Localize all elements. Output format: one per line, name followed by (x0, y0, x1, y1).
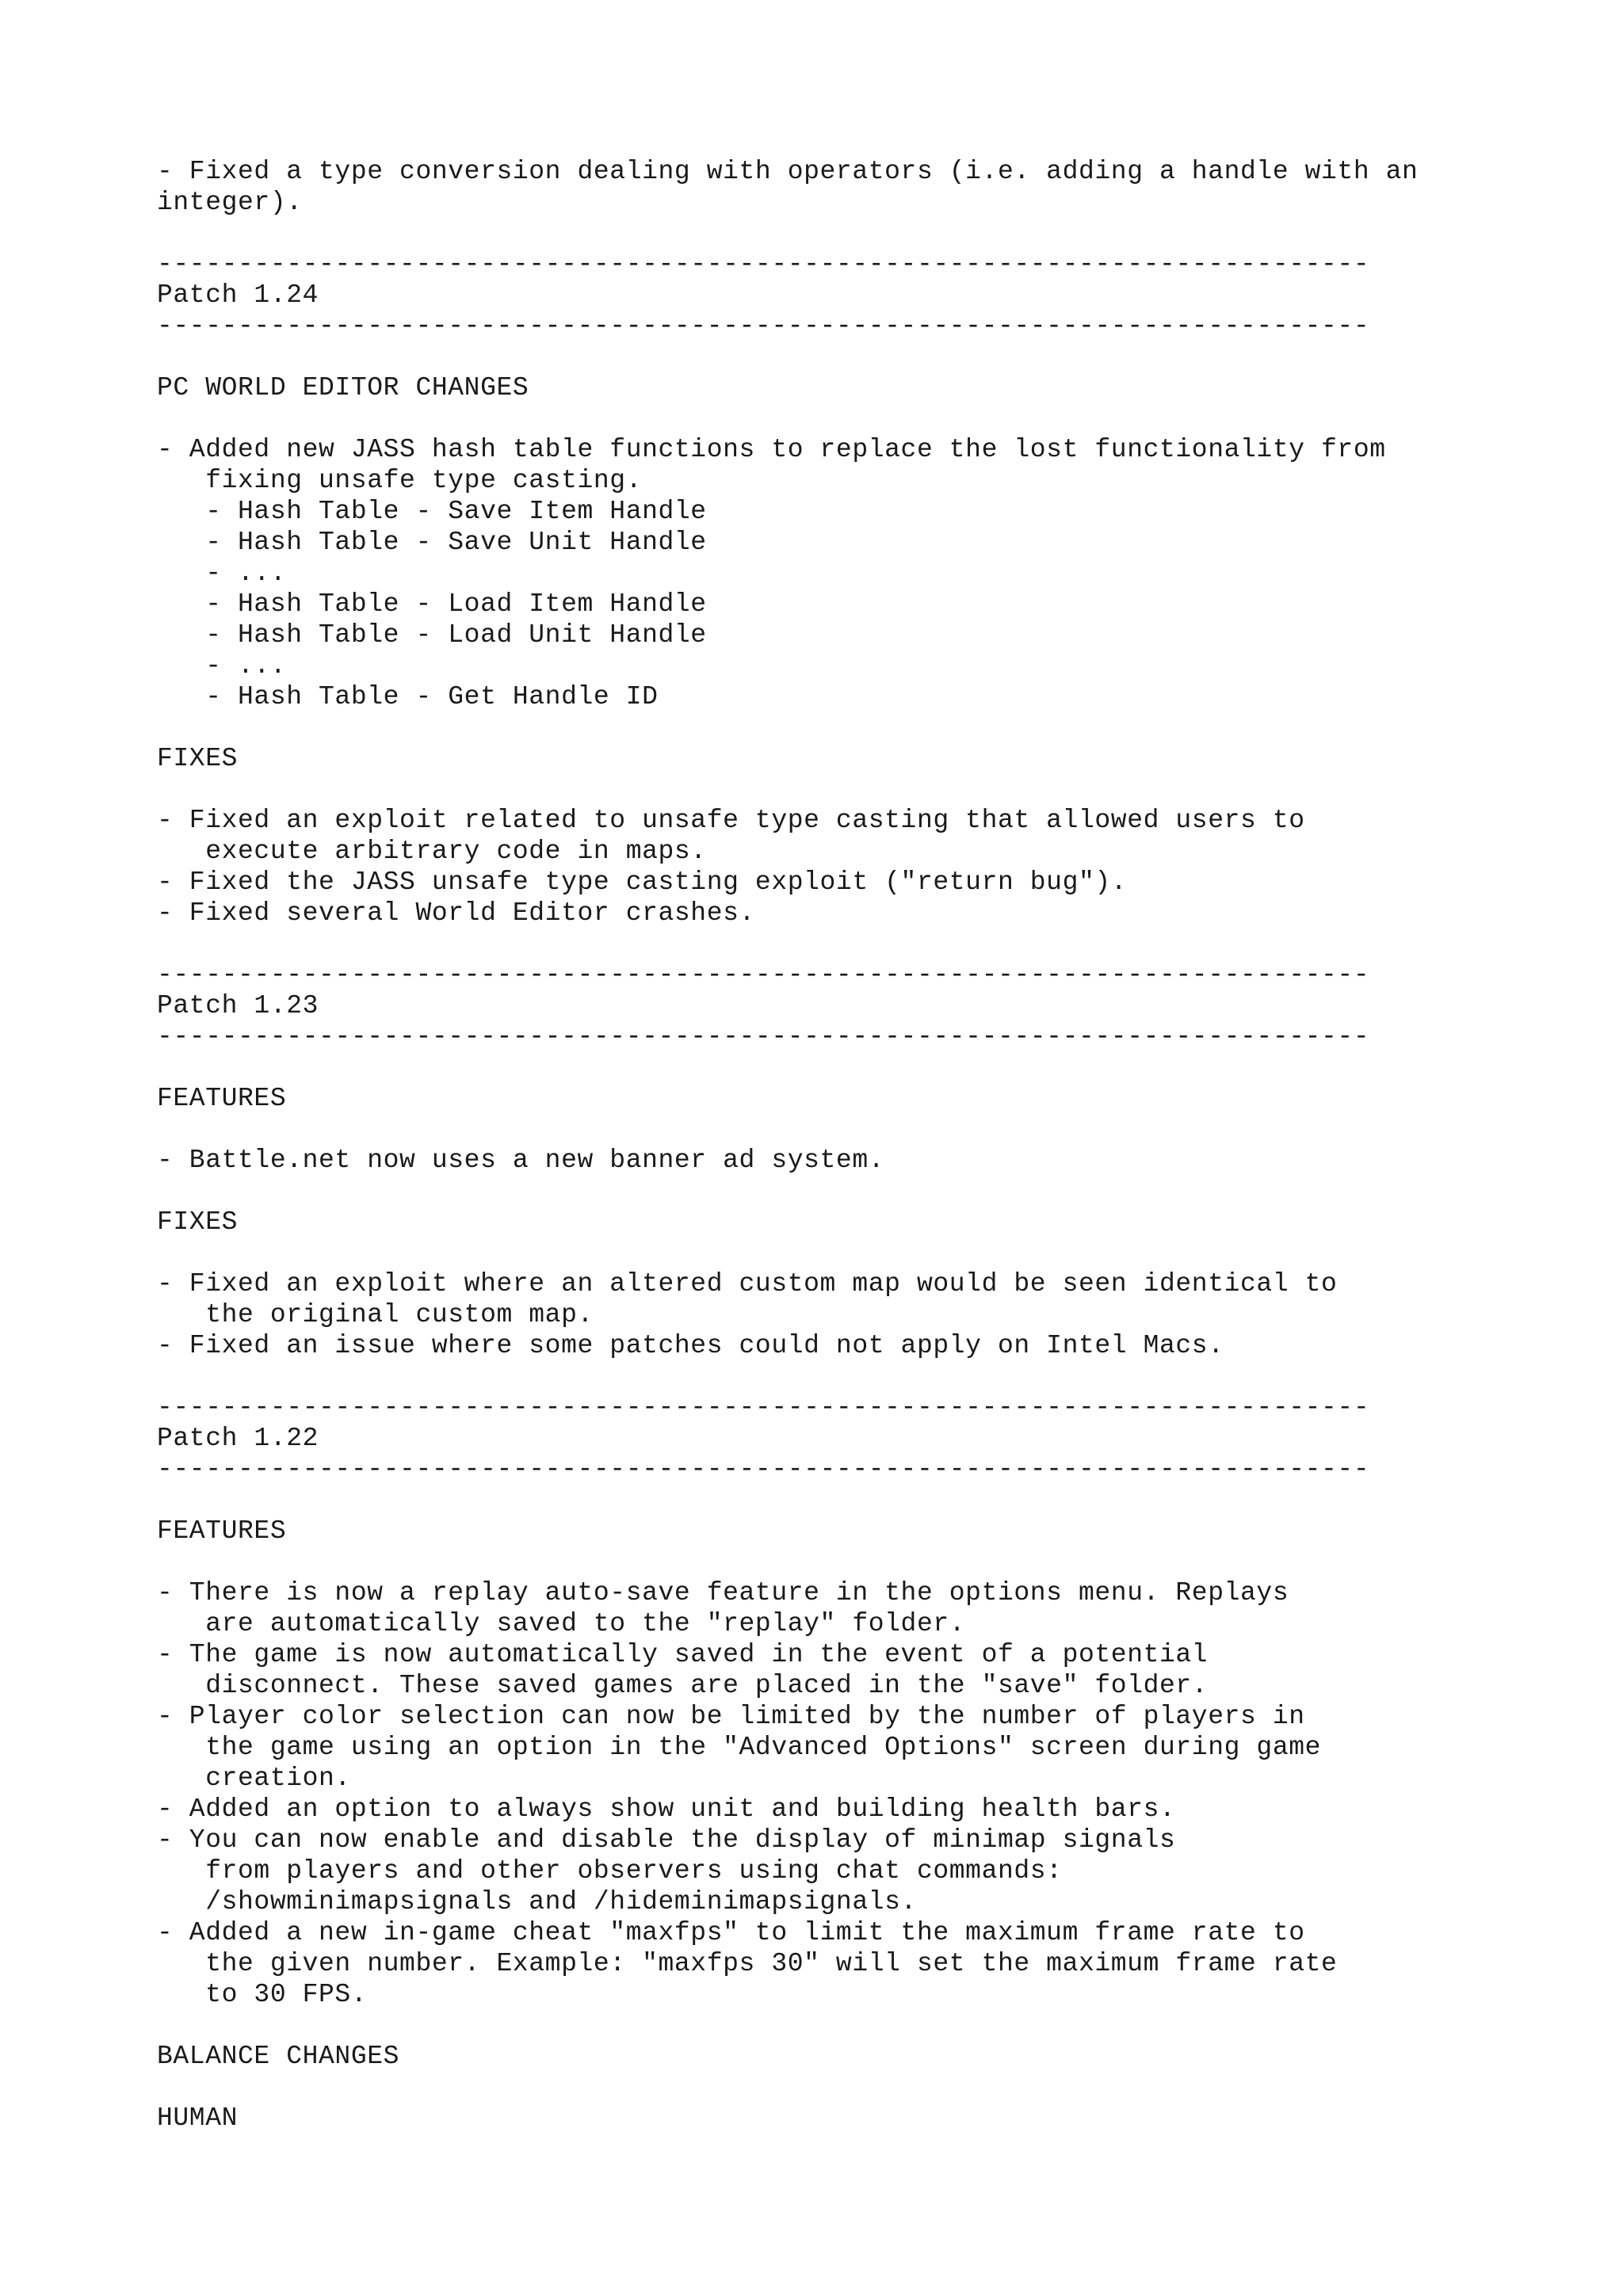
blank-line (157, 2010, 1615, 2041)
document-text (157, 156, 1615, 2134)
separator-line: --------------------------------------------------------------------------- (157, 1455, 1370, 1484)
blank-line (157, 929, 1615, 959)
text-line: /showminimapsignals and /hideminimapsignals. (157, 1887, 917, 1917)
blank-line (157, 341, 1615, 372)
section-heading: HUMAN (157, 2103, 239, 2133)
blank-line (157, 2072, 1615, 2103)
text-line: execute arbitrary code in maps. (157, 837, 707, 866)
list-item: - Hash Table - Load Item Handle (157, 589, 707, 619)
list-item: - Fixed an issue where some patches could not apply on Intel Macs. (157, 1331, 1224, 1360)
blank-line (157, 1176, 1615, 1207)
text-line: disconnect. These saved games are placed in the "save" folder. (157, 1671, 1209, 1700)
blank-line (157, 1547, 1615, 1577)
blank-line (157, 1052, 1615, 1083)
text-line: are automatically saved to the "replay" folder. (157, 1609, 966, 1638)
list-item: - You can now enable and disable the display of minimap signals (157, 1825, 1176, 1855)
list-item: - Hash Table - Save Unit Handle (157, 528, 707, 557)
separator-line: --------------------------------------------------------------------------- (157, 1393, 1370, 1422)
blank-line (157, 1485, 1615, 1516)
list-item: - Battle.net now uses a new banner ad system. (157, 1146, 885, 1175)
text-line: the game using an option in the "Advanced Options" screen during game (157, 1733, 1322, 1762)
text-line: fixing unsafe type casting. (157, 466, 643, 495)
list-item: - Hash Table - Load Unit Handle (157, 620, 707, 650)
text-line: from players and other observers using chat commands: (157, 1856, 1063, 1886)
blank-line (157, 774, 1615, 805)
section-heading: PC WORLD EDITOR CHANGES (157, 373, 529, 402)
list-item: - Hash Table - Get Handle ID (157, 682, 659, 711)
blank-line (157, 403, 1615, 434)
list-item: - The game is now automatically saved in the event of a potential (157, 1640, 1209, 1669)
list-item: - ... (157, 651, 287, 681)
blank-line (157, 218, 1615, 249)
list-item: - ... (157, 559, 287, 588)
separator-line: --------------------------------------------------------------------------- (157, 1022, 1370, 1051)
separator-line: --------------------------------------------------------------------------- (157, 250, 1370, 279)
list-item: - Fixed an exploit related to unsafe type casting that allowed users to (157, 806, 1305, 835)
section-heading: FEATURES (157, 1084, 287, 1113)
blank-line (157, 1114, 1615, 1145)
section-heading: FEATURES (157, 1516, 287, 1546)
list-item: - Hash Table - Save Item Handle (157, 497, 707, 526)
text-line: the given number. Example: "maxfps 30" will set the maximum frame rate (157, 1949, 1338, 1978)
list-item: - Fixed several World Editor crashes. (157, 898, 755, 928)
text-line: integer). (157, 188, 303, 217)
list-item: - Added new JASS hash table functions to replace the lost functionality from (157, 435, 1386, 464)
list-item: - Fixed the JASS unsafe type casting exploit ("return bug"). (157, 868, 1128, 897)
text-line: the original custom map. (157, 1300, 594, 1329)
list-item: - Fixed a type conversion dealing with operators (i.e. adding a handle with an (157, 157, 1419, 186)
blank-line (157, 712, 1615, 743)
text-line: to 30 FPS. (157, 1980, 368, 2009)
list-item: - Fixed an exploit where an altered custom map would be seen identical to (157, 1269, 1338, 1299)
separator-line: --------------------------------------------------------------------------- (157, 311, 1370, 341)
section-heading: FIXES (157, 744, 239, 773)
blank-line (157, 1238, 1615, 1268)
list-item: - There is now a replay auto-save feature in the options menu. Replays (157, 1578, 1289, 1608)
list-item: - Added an option to always show unit and building health bars. (157, 1794, 1176, 1824)
patch-heading: Patch 1.22 (157, 1424, 319, 1453)
list-item: - Added a new in-game cheat "maxfps" to limit the maximum frame rate to (157, 1918, 1305, 1947)
patch-heading: Patch 1.23 (157, 991, 319, 1020)
section-heading: BALANCE CHANGES (157, 2042, 400, 2071)
patch-heading: Patch 1.24 (157, 280, 319, 310)
list-item: - Player color selection can now be limited by the number of players in (157, 1702, 1305, 1731)
text-line: creation. (157, 1764, 351, 1793)
section-heading: FIXES (157, 1207, 239, 1237)
blank-line (157, 1361, 1615, 1392)
separator-line: --------------------------------------------------------------------------- (157, 960, 1370, 990)
